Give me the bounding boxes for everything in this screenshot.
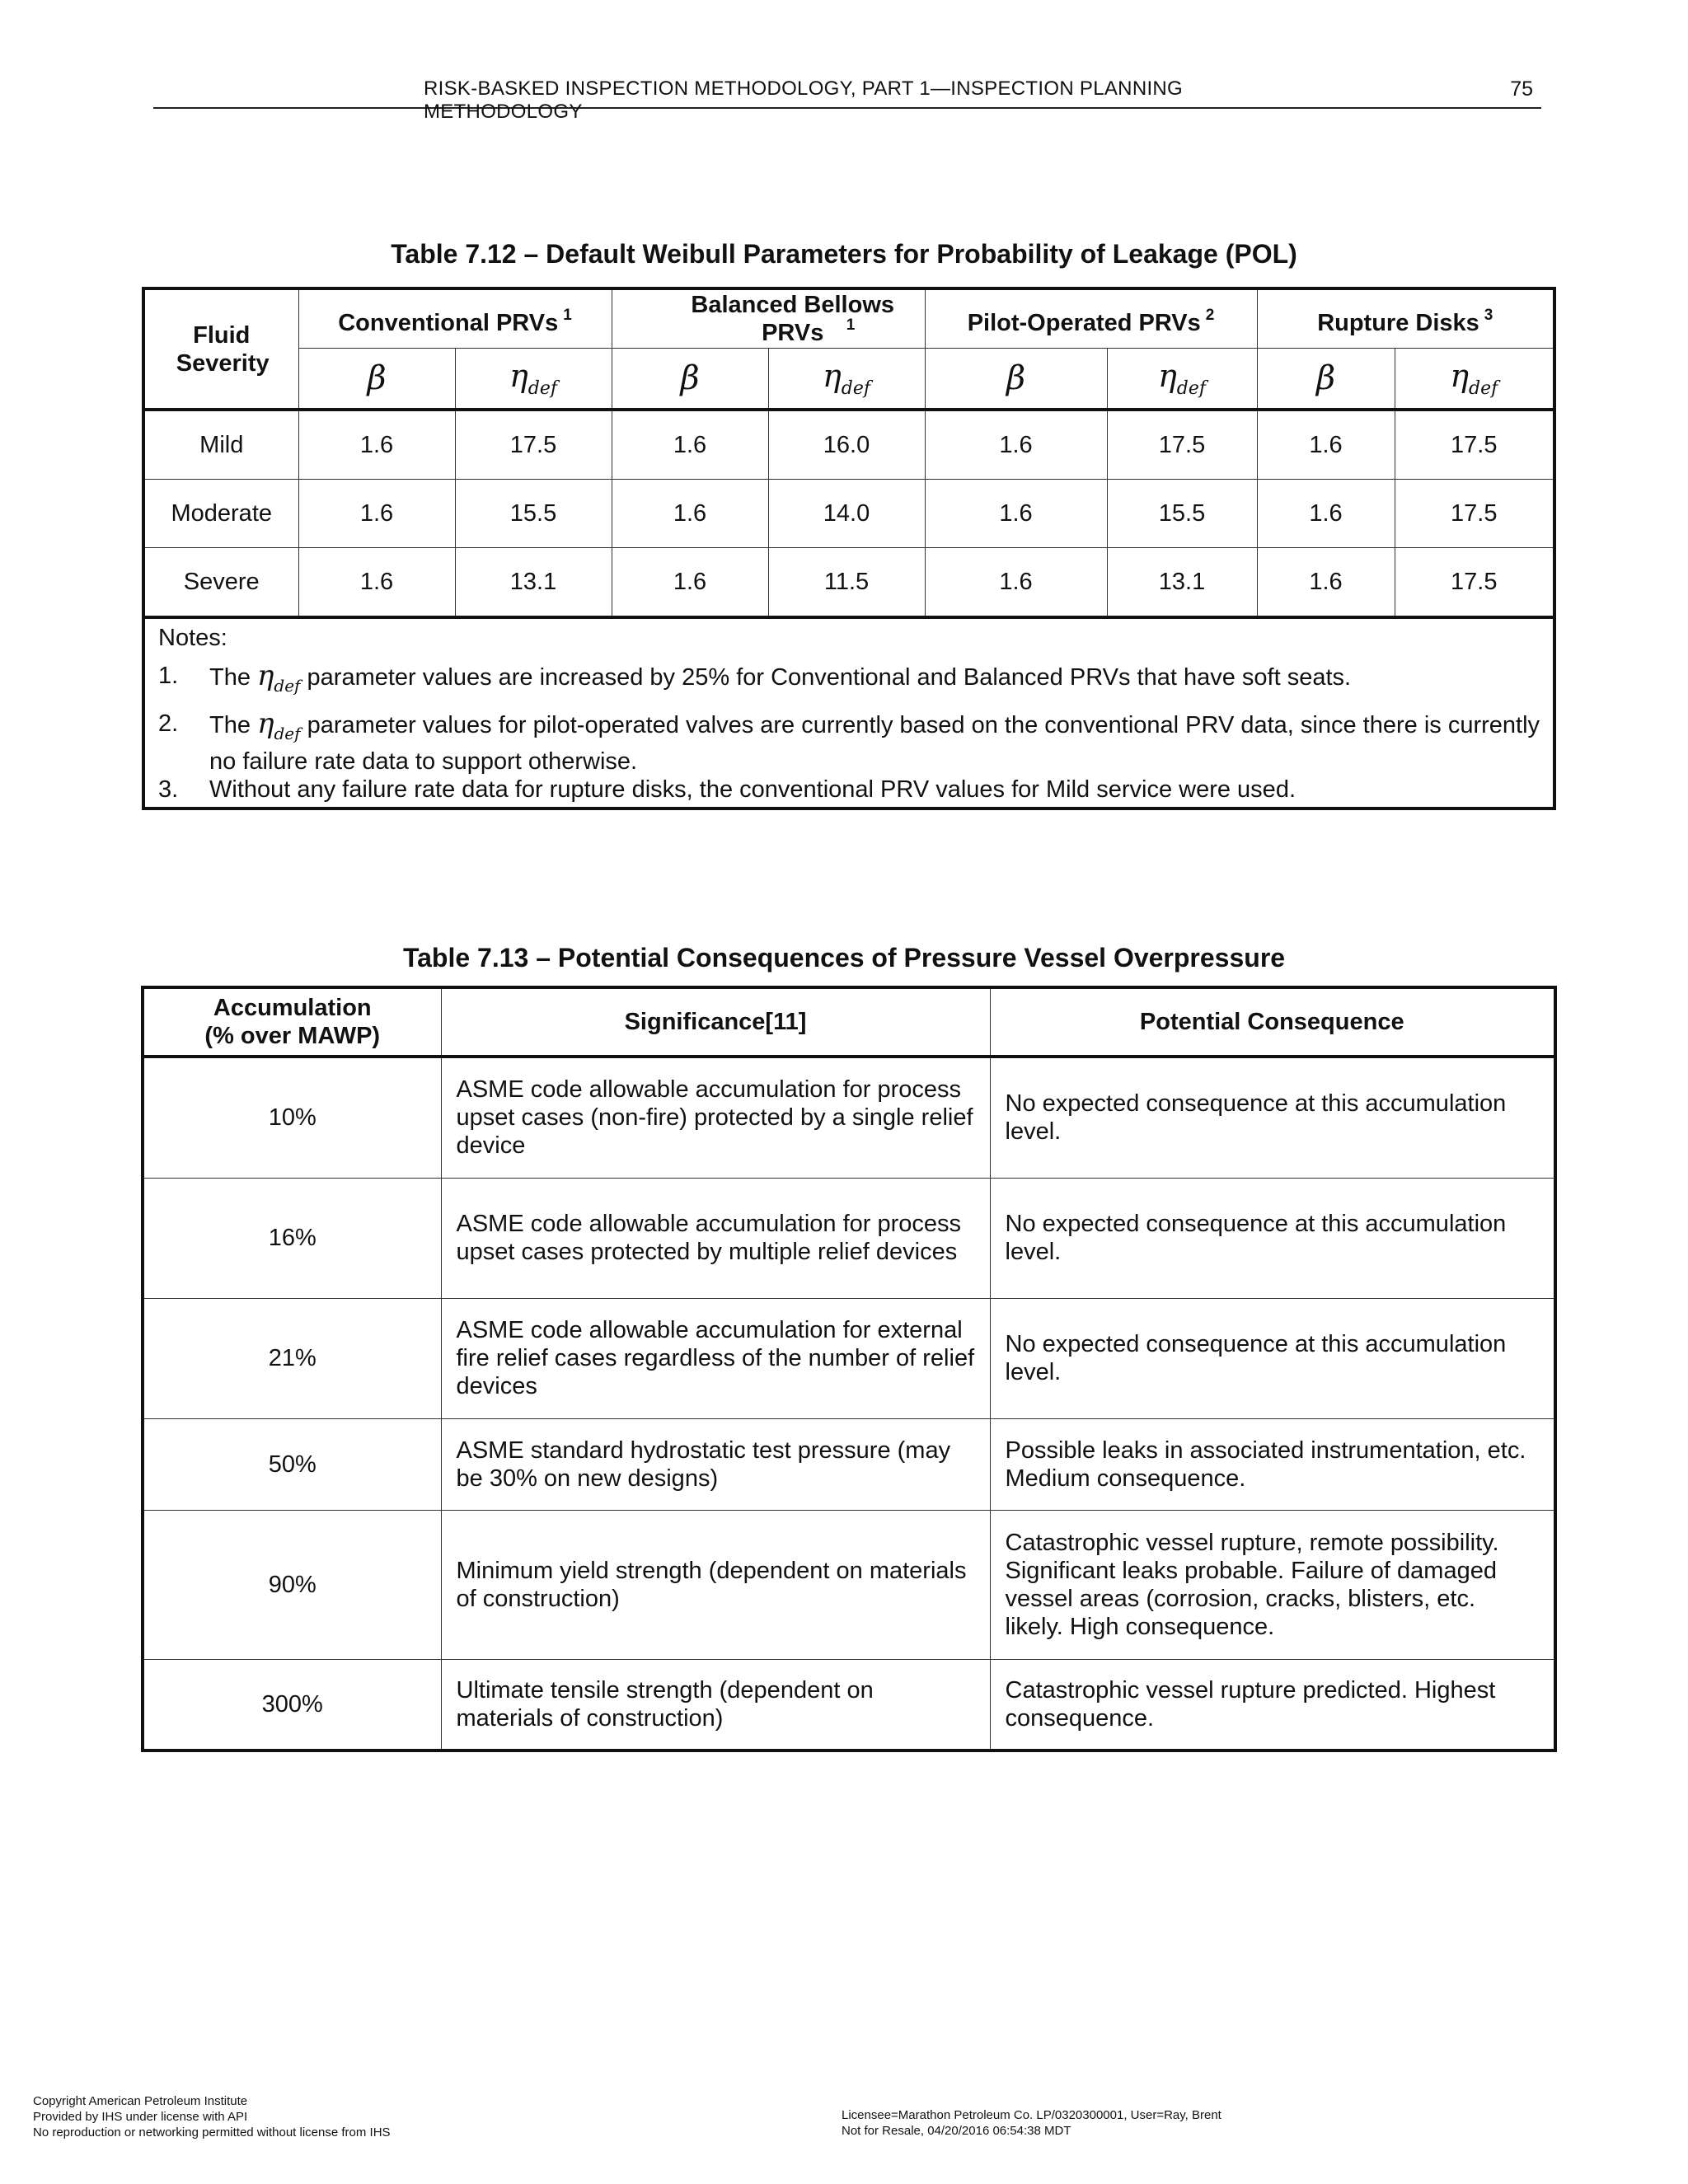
group-header-balanced-bellows: Balanced Bellows PRVs $^1$ [612, 288, 925, 349]
value-cell: 16.0 [768, 410, 925, 480]
consequence-cell: Catastrophic vessel rupture predicted. Highest consequence. [990, 1659, 1555, 1750]
group-header-pilot-operated: Pilot-Operated PRVs $^2$ [925, 288, 1257, 349]
value-cell: 17.5 [1107, 410, 1257, 480]
table-row [143, 480, 1554, 548]
table-7-13-caption: Table 7.13 – Potential Consequences of Pressure Vessel Overpressure [402, 943, 1286, 972]
value-cell: 13.1 [1107, 548, 1257, 618]
note-3: 3. Without any failure rate data for rupture disks, the conventional PRV values for Mild service were used. [158, 776, 1296, 803]
consequence-cell: No expected consequence at this accumulation level. [990, 1298, 1555, 1418]
running-header-title: RISK-BASKED INSPECTION METHODOLOGY, PART 1—INSPECTION PLANNING METHODOLOGY [424, 77, 1184, 123]
beta-header: β [612, 349, 768, 410]
severity-cell: Mild [143, 410, 298, 480]
significance-cell: Ultimate tensile strength (dependent on materials of construction) [441, 1659, 990, 1750]
severity-cell: Severe [143, 548, 298, 618]
value-cell: 11.5 [768, 548, 925, 618]
notes-label: Notes: [158, 625, 227, 651]
page-number: 75 [1510, 77, 1533, 101]
eta-def-header: $\eta_{def}$ [1107, 349, 1257, 410]
value-cell: 17.5 [455, 410, 612, 480]
accumulation-cell: 16% [143, 1178, 441, 1298]
group-header-conventional: Conventional PRVs $^1$ [298, 288, 612, 349]
accumulation-header: Accumulation (% over MAWP) [143, 987, 441, 1057]
consequence-cell: Possible leaks in associated instrumentation, etc. Medium consequence. [990, 1418, 1555, 1510]
value-cell: 1.6 [612, 410, 768, 480]
value-cell: 13.1 [455, 548, 612, 618]
value-cell: 1.6 [925, 410, 1107, 480]
overpressure-consequences-table [141, 986, 1557, 1752]
eta-def-header: $\eta_{def}$ [768, 349, 925, 410]
value-cell: 17.5 [1395, 480, 1554, 548]
consequence-cell: No expected consequence at this accumulation level. [990, 1178, 1555, 1298]
consequence-header: Potential Consequence [990, 987, 1555, 1057]
table-row [143, 548, 1554, 618]
weibull-parameters-table [142, 287, 1556, 810]
value-cell: 14.0 [768, 480, 925, 548]
table-row [143, 1659, 1555, 1750]
value-cell: 15.5 [1107, 480, 1257, 548]
significance-cell: ASME standard hydrostatic test pressure (may be 30% on new designs) [441, 1418, 990, 1510]
consequence-cell: Catastrophic vessel rupture, remote possibility. Significant leaks probable. Failure of damaged vessel areas (corrosion, cracks, blisters, etc. likely. High consequence. [990, 1510, 1555, 1659]
running-header [153, 77, 1541, 123]
eta-def-header: $\eta_{def}$ [1395, 349, 1554, 410]
value-cell: 1.6 [1257, 548, 1395, 618]
beta-header: β [925, 349, 1107, 410]
value-cell: 1.6 [298, 548, 455, 618]
consequence-cell: No expected consequence at this accumulation level. [990, 1057, 1555, 1178]
footer-copyright: Copyright American Petroleum Institute Provided by IHS under license with API No reproduction or networking permitted without license from IHS [33, 2094, 391, 2139]
value-cell: 1.6 [298, 480, 455, 548]
note-1: 1. The $\eta_{def}$ parameter values are increased by 25% for Conventional and Balanced PRVs that have soft seats. [158, 659, 1352, 696]
value-cell: 1.6 [298, 410, 455, 480]
value-cell: 17.5 [1395, 548, 1554, 618]
accumulation-cell: 50% [143, 1418, 441, 1510]
fluid-severity-header: Fluid Severity [143, 288, 298, 410]
significance-cell: ASME code allowable accumulation for process upset cases (non-fire) protected by a single relief device [441, 1057, 990, 1178]
accumulation-cell: 90% [143, 1510, 441, 1659]
significance-header: Significance[11] [441, 987, 990, 1057]
table-row [143, 1178, 1555, 1298]
accumulation-cell: 21% [143, 1298, 441, 1418]
beta-header: β [1257, 349, 1395, 410]
table-notes [143, 617, 1554, 808]
footer-license: Licensee=Marathon Petroleum Co. LP/0320300001, User=Ray, Brent Not for Resale, 04/20/2016 06:54:38 MDT [842, 2108, 1221, 2138]
group-header-rupture-disks: Rupture Disks $^3$ [1257, 288, 1554, 349]
table-row [143, 1298, 1555, 1418]
table-row [143, 1057, 1555, 1178]
accumulation-cell: 300% [143, 1659, 441, 1750]
value-cell: 1.6 [1257, 410, 1395, 480]
eta-def-header: $\eta_{def}$ [455, 349, 612, 410]
significance-cell: ASME code allowable accumulation for process upset cases protected by multiple relief devices [441, 1178, 990, 1298]
significance-cell: ASME code allowable accumulation for external fire relief cases regardless of the number of relief devices [441, 1298, 990, 1418]
value-cell: 1.6 [1257, 480, 1395, 548]
table-7-12-caption: Table 7.12 – Default Weibull Parameters for Probability of Leakage (POL) [391, 239, 1297, 269]
value-cell: 1.6 [925, 548, 1107, 618]
accumulation-cell: 10% [143, 1057, 441, 1178]
severity-cell: Moderate [143, 480, 298, 548]
beta-header: β [298, 349, 455, 410]
table-row [143, 1418, 1555, 1510]
note-2: 2. The $\eta_{def}$ parameter values for pilot-operated valves are currently based on the conventional PRV data, since there is currently no failure rate data to support otherwise. [158, 707, 1540, 775]
significance-cell: Minimum yield strength (dependent on materials of construction) [441, 1510, 990, 1659]
value-cell: 15.5 [455, 480, 612, 548]
table-row [143, 1510, 1555, 1659]
value-cell: 1.6 [612, 480, 768, 548]
value-cell: 17.5 [1395, 410, 1554, 480]
table-row [143, 410, 1554, 480]
value-cell: 1.6 [612, 548, 768, 618]
value-cell: 1.6 [925, 480, 1107, 548]
